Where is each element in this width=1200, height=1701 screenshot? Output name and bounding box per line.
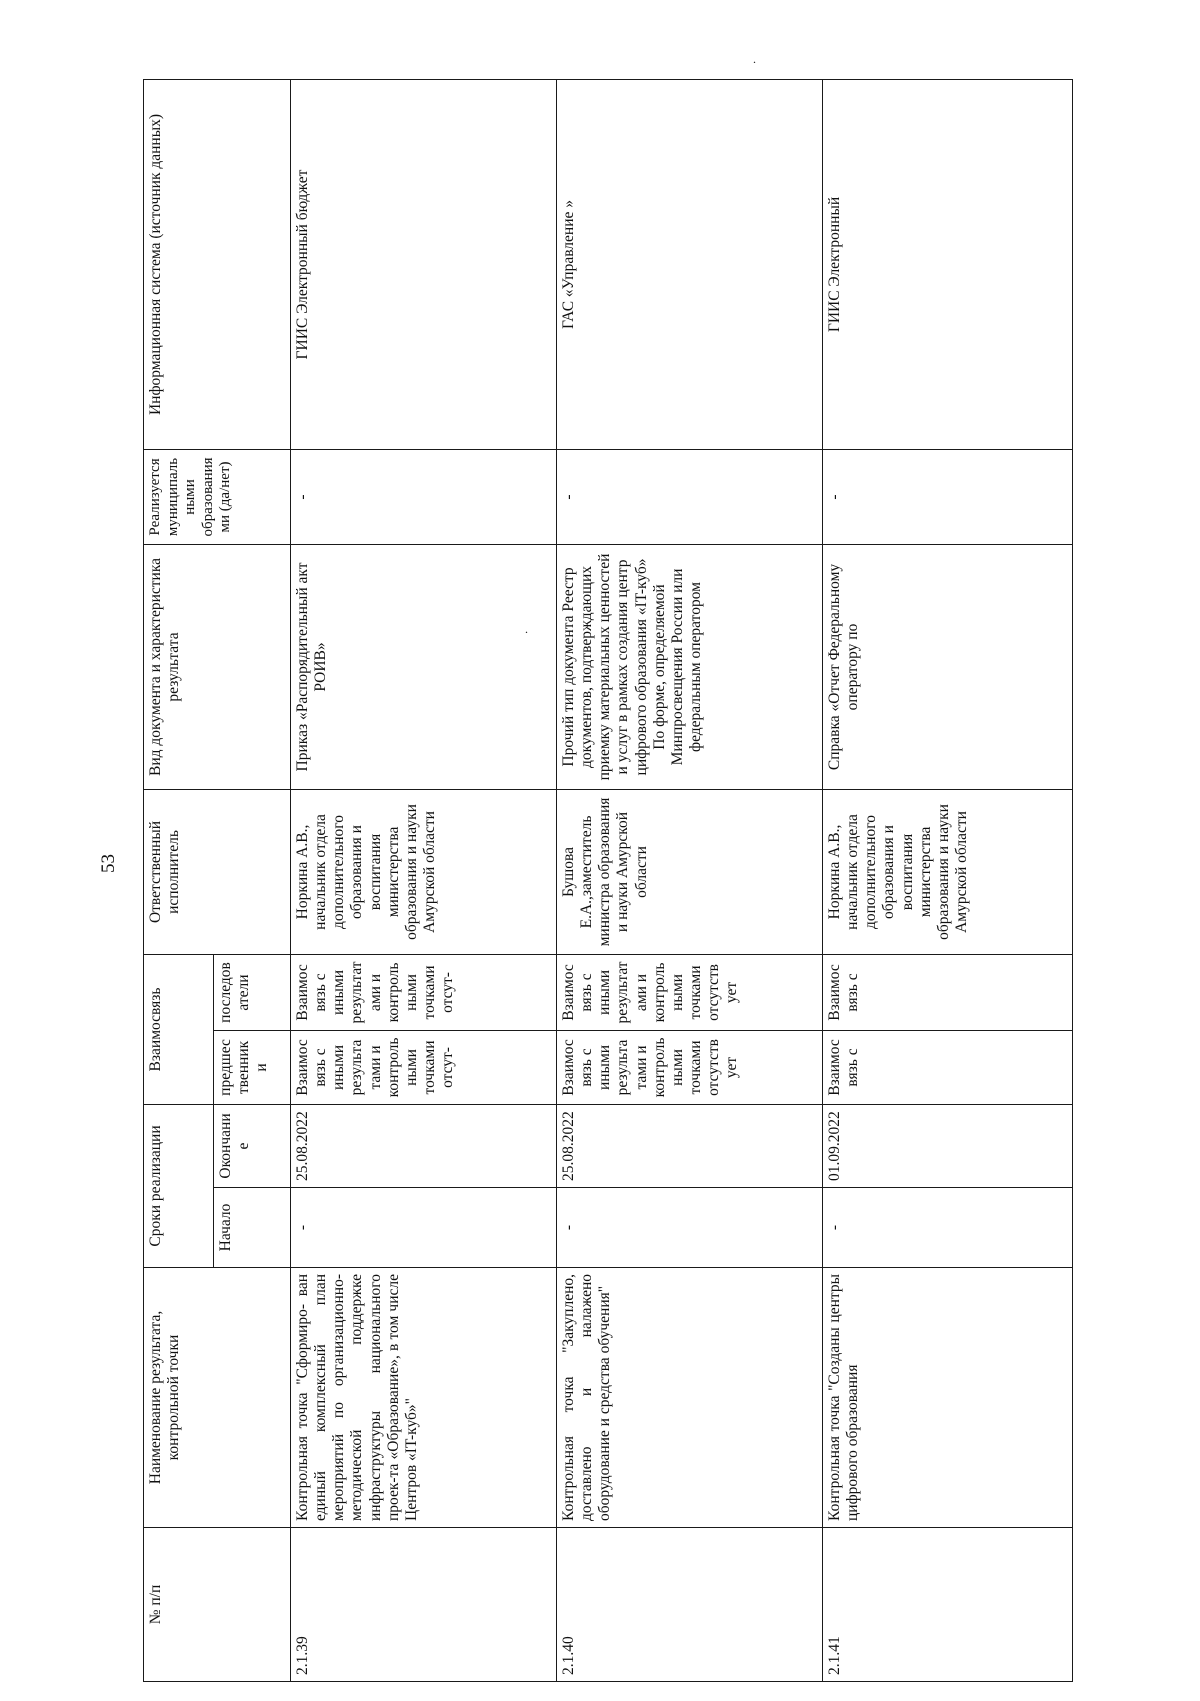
row-document: Приказ «Распорядительный акт РОИВ» — [291, 544, 557, 789]
row-name: Контрольная точка "Сформиро- ван единый комплексный план мероприятий по организационно-методической поддержке инфраструктуры национального проек-та «Образование», в том числе Центров «IT-куб»" — [291, 1268, 557, 1528]
row-predecessors: Взаимосвязь с иными результатами и контрольными точками отсутствует — [557, 1030, 823, 1104]
table-row — [823, 79, 1073, 1681]
row-successors: Взаимосвязь с иными результатами и контрольными точками отсутствует — [557, 954, 823, 1030]
page-number: 53 — [98, 854, 119, 873]
row-start: - — [823, 1188, 1073, 1268]
row-successors: Взаимосвязь с — [823, 954, 1073, 1030]
header-end: Окончание — [214, 1104, 291, 1187]
header-municipal: Реализуется муниципальными образованиями (да/нет) — [144, 449, 291, 544]
row-responsible: Бушова Е.А.,заместитель министра образования и науки Амурской области — [557, 789, 823, 954]
header-relation: Взаимосвязь — [144, 954, 214, 1104]
row-municipal: - — [823, 449, 1073, 544]
header-system: Информационная система (источник данных) — [144, 79, 291, 449]
table-row — [557, 79, 823, 1681]
row-responsible: Норкина А.В., начальник отдела дополнительного образования и воспитания министерства образования и науки Амурской области — [823, 789, 1073, 954]
row-system: ГАС «Управление » — [557, 79, 823, 449]
row-end: 01.09.2022 — [823, 1104, 1073, 1187]
header-name: Наименование результата, контрольной точки — [144, 1268, 291, 1528]
row-number: 2.1.41 — [823, 1528, 1073, 1682]
row-predecessors: Взаимосвязь с — [823, 1030, 1073, 1104]
header-successors: последователи — [214, 954, 291, 1030]
header-document: Вид документа и характеристика результата — [144, 544, 291, 789]
header-start: Начало — [214, 1188, 291, 1268]
row-system: ГИИС Электронный бюджет — [291, 79, 557, 449]
row-end: 25.08.2022 — [291, 1104, 557, 1187]
header-predecessors: предшественники — [214, 1030, 291, 1104]
table-row — [291, 79, 557, 1681]
row-municipal: - — [557, 449, 823, 544]
header-num: № п/п — [144, 1528, 291, 1682]
row-start: - — [557, 1188, 823, 1268]
row-municipal: - — [291, 449, 557, 544]
row-system: ГИИС Электронный — [823, 79, 1073, 449]
row-document: Справка «Отчет Федеральному оператору по — [823, 544, 1073, 789]
header-row-1 — [144, 79, 214, 1681]
stray-dot-top: . — [753, 52, 756, 66]
row-number: 2.1.39 — [291, 1528, 557, 1682]
header-responsible: Ответственный исполнитель — [144, 789, 291, 954]
row-successors: Взаимосвязь с иными результатами и контрольными точками отсут- — [291, 954, 557, 1030]
row-predecessors: Взаимосвязь с иными результатами и контрольными точками отсут- — [291, 1030, 557, 1104]
row-responsible: Норкина А.В., начальник отдела дополнительного образования и воспитания министерства образования и науки Амурской области — [291, 789, 557, 954]
row-number: 2.1.40 — [557, 1528, 823, 1682]
row-start: - — [291, 1188, 557, 1268]
row-document: Прочий тип документа Реестр документов, подтверждающих приемку материальных ценностей и услуг в рамках создания центр цифрового образования «IT-куб» По форме, определяемой Минпросвещения России или федеральным оператором — [557, 544, 823, 789]
row-end: 25.08.2022 — [557, 1104, 823, 1187]
results-table — [143, 79, 1073, 1682]
stray-dot-middle: . — [525, 622, 528, 636]
rotated-table-container — [143, 80, 1072, 1682]
row-name: Контрольная точка "Созданы центры цифрового образования — [823, 1268, 1073, 1528]
header-period: Сроки реализации — [144, 1104, 214, 1267]
row-name: Контрольная точка "Закуплено, доставлено и налажено оборудование и средства обучения" — [557, 1268, 823, 1528]
